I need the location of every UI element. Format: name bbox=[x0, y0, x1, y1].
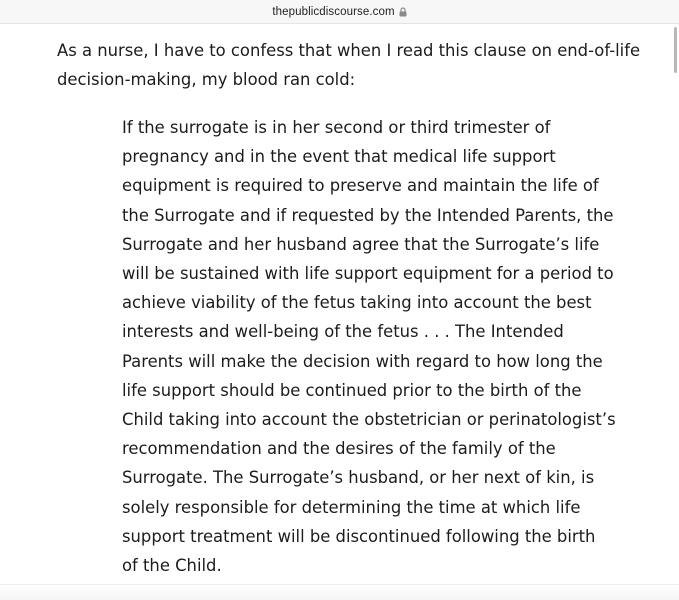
quote-line: Parents will make the decision with regard to how long the bbox=[122, 351, 603, 371]
quote-line: solely responsible for determining the time at which life bbox=[122, 497, 581, 517]
quote-line: will be sustained with life support equipment for a period to bbox=[122, 264, 614, 284]
intro-paragraph bbox=[57, 36, 657, 94]
quote-line: life support should be continued prior to the birth of the bbox=[122, 380, 582, 400]
quote-line: achieve viability of the fetus taking into account the best bbox=[122, 293, 592, 313]
quote-line: interests and well-being of the fetus . . . The Intended bbox=[122, 322, 564, 342]
quote-line: If the surrogate is in her second or third trimester of bbox=[122, 118, 551, 137]
bottom-toolbar-edge bbox=[0, 584, 679, 600]
contract-blockquote bbox=[122, 113, 622, 580]
url-text[interactable]: thepublicdiscourse.com bbox=[272, 5, 395, 18]
lock-icon bbox=[399, 5, 407, 17]
quote-line: Surrogate. The Surrogate’s husband, or her next of kin, is bbox=[122, 468, 595, 488]
intro-line: decision-making, my blood ran cold: bbox=[57, 70, 356, 90]
quote-line: recommendation and the desires of the family of the bbox=[122, 439, 556, 459]
article-body bbox=[0, 24, 679, 584]
intro-line: As a nurse, I have to confess that when I read this clause on end-of-life bbox=[57, 41, 641, 60]
quote-line: the Surrogate and if requested by the Intended Parents, the bbox=[122, 205, 614, 225]
quote-line: support treatment will be discontinued following the birth bbox=[122, 526, 596, 546]
quote-line: Surrogate and her husband agree that the Surrogate’s life bbox=[122, 234, 600, 254]
quote-line: pregnancy and in the event that medical life support bbox=[122, 147, 556, 167]
quote-line: equipment is required to preserve and maintain the life of bbox=[122, 176, 599, 196]
quote-line: Child taking into account the obstetrician or perinatologist’s bbox=[122, 410, 616, 430]
quote-line: of the Child. bbox=[122, 556, 222, 576]
address-bar[interactable] bbox=[0, 0, 679, 24]
